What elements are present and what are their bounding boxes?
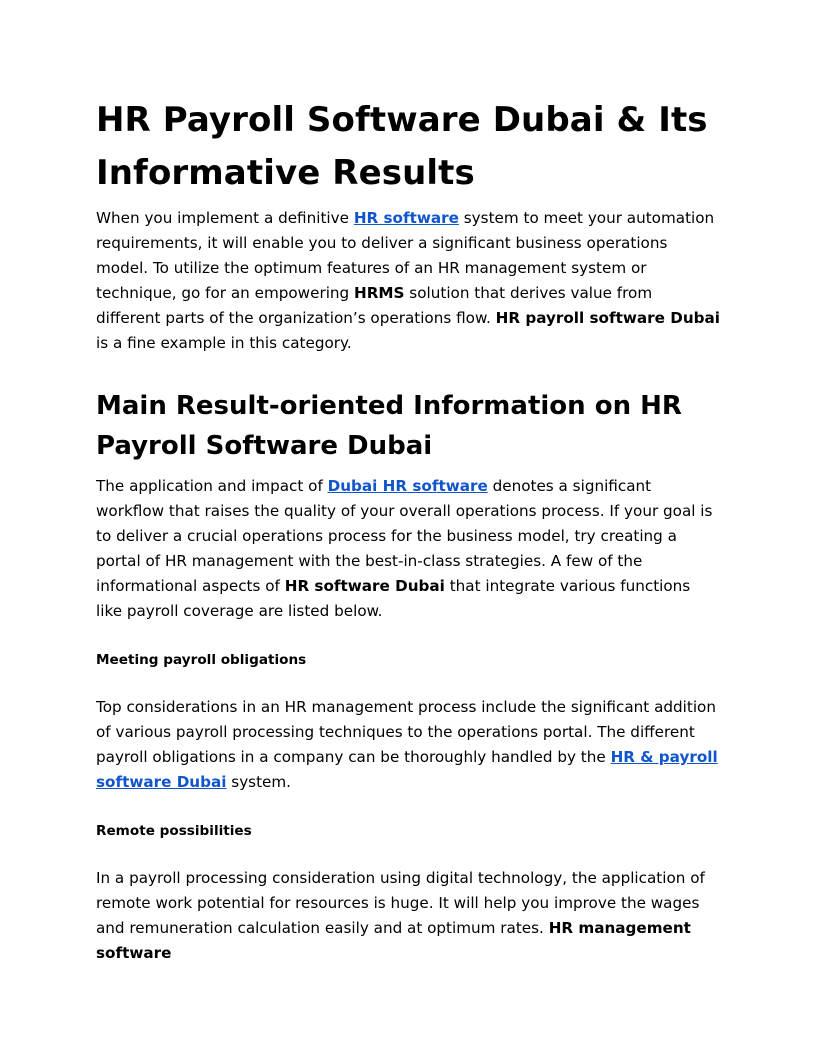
- sub2-text-1: In a payroll processing consideration using digital technology, the application of remote work potential for resources is huge. It will help you improve the wages and remuneration calculation easily and at optimum rates.: [96, 869, 705, 937]
- hr-software-link[interactable]: HR software: [353, 209, 459, 227]
- document-page: [96, 94, 720, 966]
- intro-bold-hrms: HRMS: [354, 284, 405, 302]
- sub2-bold-hr-management: HR management software: [96, 919, 691, 962]
- sub1-text-1: Top considerations in an HR management process include the significant addition of various payroll processing techniques to the operations portal. The different payroll obligations in a company can be thoroughly handled by the: [96, 698, 716, 766]
- section-bold-hr-software: HR software Dubai: [284, 577, 445, 595]
- remote-possibilities-paragraph: [96, 866, 720, 966]
- section-paragraph: [96, 474, 720, 624]
- subheading-payroll-obligations: Meeting payroll obligations: [96, 652, 307, 668]
- intro-text-1: When you implement a definitive: [96, 209, 354, 227]
- intro-paragraph: [96, 206, 720, 356]
- sub1-text-2: system.: [226, 773, 292, 791]
- intro-bold-payroll: HR payroll software Dubai: [495, 309, 720, 327]
- section-text-2: denotes a significant workflow that raises the quality of your overall operations process. If your goal is to deliver a crucial operations process for the business model, try creating a portal of HR management with the best-in-class strategies. A few of the informational aspects of: [96, 477, 713, 595]
- intro-text-3: solution that derives value from different parts of the organization’s operations flow.: [96, 284, 653, 327]
- payroll-obligations-paragraph: [96, 695, 720, 795]
- intro-text-2: system to meet your automation requirements, it will enable you to deliver a significant business operations model. To utilize the optimum features of an HR management system or technique, go for an empowering: [96, 209, 715, 302]
- page-title: HR Payroll Software Dubai & Its Informative Results: [96, 100, 708, 193]
- intro-text-4: is a fine example in this category.: [96, 334, 352, 352]
- dubai-hr-software-link[interactable]: Dubai HR software: [327, 477, 488, 495]
- hr-payroll-software-link[interactable]: HR & payroll software Dubai: [96, 748, 718, 791]
- section-text-1: The application and impact of: [96, 477, 328, 495]
- section-heading: Main Result-oriented Information on HR Payroll Software Dubai: [96, 391, 682, 461]
- section-text-3: that integrate various functions like payroll coverage are listed below.: [96, 577, 691, 620]
- subheading-remote-possibilities: Remote possibilities: [96, 823, 252, 839]
